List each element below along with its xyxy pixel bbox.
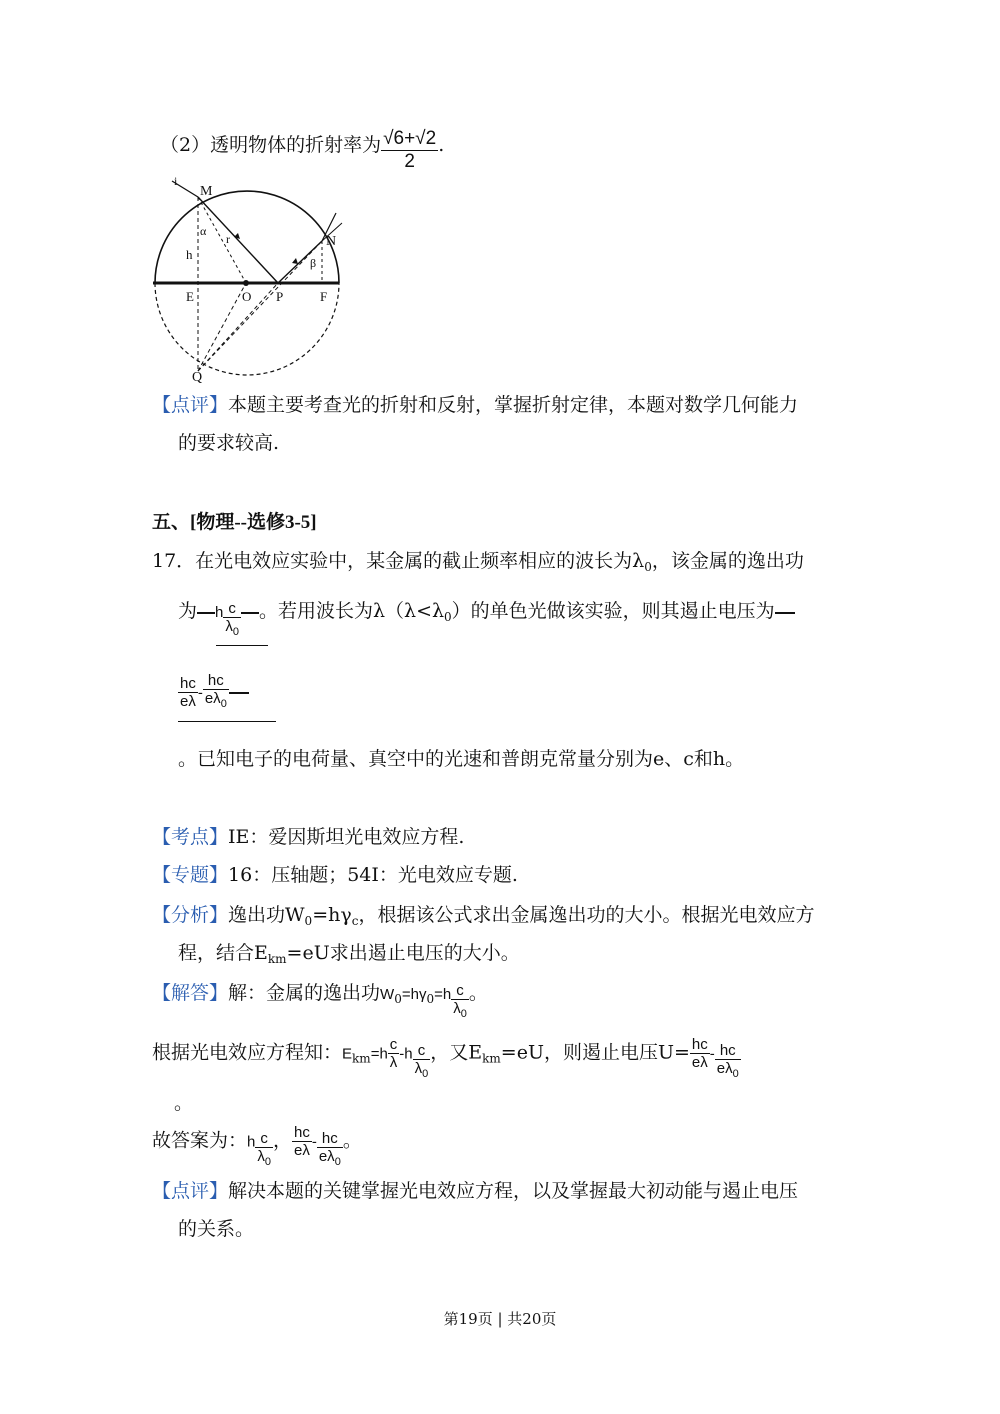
- den-subscript: 0: [460, 1008, 467, 1020]
- minus-sign: -: [709, 1045, 715, 1063]
- fraction-numerator: c: [255, 1130, 273, 1148]
- fraction-denominator: [223, 618, 241, 641]
- subscript: km: [267, 952, 287, 966]
- review1-line2: [178, 430, 279, 456]
- fraction-numerator: hc: [317, 1130, 343, 1148]
- fraction-denominator: λ: [389, 1054, 398, 1071]
- den-symbol: λ: [225, 618, 233, 635]
- subscript: c: [351, 914, 359, 928]
- minus-sign: -: [197, 684, 203, 702]
- label-O: O: [242, 289, 252, 304]
- review-text-cont: 的关系。: [178, 1218, 255, 1240]
- arrow-2: [292, 258, 298, 264]
- eq-symbol: h: [247, 1133, 256, 1151]
- genju-fraction-4: [715, 1042, 741, 1083]
- subscript: 0: [394, 992, 402, 1006]
- fraction-denominator: eλ: [180, 693, 196, 710]
- jieda-fraction: [451, 982, 469, 1023]
- q17-text-end: ，该金属的逸出功: [651, 550, 804, 572]
- subscript: km: [482, 1051, 501, 1066]
- minus-sign: -: [311, 1133, 317, 1151]
- q17-line4: [178, 746, 744, 772]
- den-subscript: 0: [334, 1155, 341, 1168]
- den-symbol: eλ: [716, 1059, 733, 1077]
- zhuanti-tag: 【专题】: [152, 864, 229, 886]
- fenxi-text: =eU求出遏止电压的大小。: [286, 942, 520, 964]
- kaodian-tag: 【考点】: [152, 826, 229, 848]
- label-r: r: [226, 232, 230, 246]
- label-h: h: [186, 247, 193, 262]
- answer-prefix: 故答案为：: [152, 1129, 248, 1152]
- fraction-denominator: 2: [404, 151, 415, 172]
- q17-prefix: 为: [178, 600, 198, 622]
- fraction-numerator: c: [223, 600, 241, 618]
- den-symbol: λ: [453, 1000, 461, 1017]
- fraction-denominator: [317, 1148, 343, 1171]
- q17-mid: 。若用波长为λ（λ<λ: [258, 600, 445, 622]
- fraction-denominator: eλ: [294, 1142, 310, 1159]
- fenxi-text: ，根据该公式求出金属逸出功的大小。根据光电效应方: [358, 904, 815, 926]
- review-text: 解决本题的关键掌握光电效应方程，以及掌握最大初动能与遏止电压: [228, 1180, 799, 1202]
- blank-underline: [241, 611, 259, 614]
- den-symbol: λ: [414, 1059, 423, 1077]
- label-E: E: [186, 289, 194, 304]
- den-symbol: λ: [257, 1147, 265, 1165]
- fraction-numerator: √6+√2: [383, 128, 437, 149]
- q17-known: 。已知电子的电荷量、真空中的光速和普朗克常量分别为e、c和h。: [178, 748, 745, 770]
- answer1-fraction: [223, 600, 241, 641]
- fraction-denominator: [451, 1000, 469, 1023]
- subscript: 0: [644, 560, 652, 574]
- fraction-numerator: c: [389, 1036, 398, 1053]
- fraction-numerator: hc: [715, 1042, 741, 1060]
- blank-underline: [229, 691, 249, 694]
- fraction-denominator: [255, 1148, 273, 1171]
- kaodian-line: [152, 824, 464, 850]
- eq-symbol: -h: [399, 1045, 413, 1063]
- fenxi-text: 逸出功W: [228, 904, 305, 926]
- genju-fraction-2: [413, 1042, 431, 1083]
- period: 。: [468, 982, 488, 1004]
- label-F: F: [320, 289, 328, 304]
- fraction-denominator: eλ: [691, 1054, 708, 1071]
- line-Q-O: [198, 283, 246, 371]
- line-Q-N: [198, 241, 322, 371]
- page-footer: 第19页 | 共20页: [443, 1310, 557, 1328]
- review-tag: 【点评】: [152, 394, 229, 416]
- fraction-numerator: hc: [294, 1124, 310, 1141]
- fraction-numerator: hc: [203, 672, 229, 690]
- fraction-numerator: c: [451, 982, 469, 1000]
- review-tag: 【点评】: [152, 1180, 229, 1202]
- label-P: P: [276, 289, 284, 304]
- subscript: 0: [426, 992, 435, 1006]
- review-text-cont: 的要求较高.: [178, 432, 280, 454]
- label-i: i: [174, 175, 178, 188]
- answer2-fraction-2: [203, 672, 229, 713]
- comma: ，: [272, 1129, 292, 1152]
- q17-line1: [152, 548, 804, 580]
- answer-fraction-3: [317, 1130, 343, 1171]
- genju-line: [152, 1036, 741, 1083]
- q17-line2: [178, 598, 795, 641]
- answer1-underline: [216, 645, 268, 646]
- fenxi-text: =hγ: [312, 904, 352, 926]
- review2-line1: [152, 1178, 798, 1204]
- part2-line: [160, 128, 444, 173]
- blank-underline: [775, 611, 795, 614]
- fenxi-text: 程，结合E: [178, 942, 268, 964]
- kaodian-text: IE：爱因斯坦光电效应方程.: [228, 826, 465, 848]
- answer2-underline: [178, 721, 276, 722]
- den-symbol: eλ: [204, 690, 221, 707]
- jieda-tag: 【解答】: [152, 982, 229, 1004]
- fraction-denominator: [413, 1060, 431, 1083]
- review-text: 本题主要考查光的折射和反射，掌握折射定律，本题对数学几何能力: [228, 394, 799, 416]
- fraction-numerator: hc: [180, 675, 196, 692]
- jieda-line: [152, 980, 488, 1023]
- fenxi-line2: [178, 940, 520, 972]
- label-N: N: [326, 234, 337, 249]
- den-subscript: 0: [422, 1067, 429, 1080]
- label-M: M: [200, 184, 213, 199]
- center-dot: [243, 280, 249, 286]
- refracted-ray-MP: [198, 197, 278, 283]
- fraction-numerator: hc: [691, 1036, 708, 1053]
- den-subscript: 0: [232, 626, 239, 638]
- label-beta: β: [310, 256, 317, 270]
- label-alpha: α: [200, 224, 207, 238]
- review1-line1: [152, 392, 798, 418]
- part2-prefix: （2）透明物体的折射率为: [160, 134, 382, 156]
- genju-mid: ，又E: [430, 1041, 483, 1064]
- answer2-fraction-1: [178, 675, 198, 710]
- fraction-numerator: c: [413, 1042, 431, 1060]
- section-title: 五、[物理--选修3-5]: [152, 512, 317, 533]
- q17-end: ）的单色光做该实验，则其遏止电压为: [451, 600, 775, 622]
- eq-symbol: E: [342, 1045, 353, 1063]
- den-symbol: eλ: [318, 1147, 335, 1165]
- zhuanti-line: [152, 862, 518, 888]
- den-subscript: 0: [732, 1067, 739, 1080]
- subscript: 0: [444, 610, 452, 624]
- answer-line: [152, 1124, 362, 1171]
- genju-prefix: 根据光电效应方程知：: [152, 1041, 343, 1064]
- answer-fraction-2: [292, 1124, 312, 1159]
- genju-fraction-1: [388, 1036, 400, 1071]
- genju-mid2: =eU，则遏止电压U=: [500, 1041, 690, 1064]
- genju-period: 。: [174, 1092, 194, 1114]
- eq-symbol: =hγ: [401, 986, 427, 1003]
- eq-symbol: =h: [370, 1045, 388, 1063]
- review2-line2: [178, 1216, 254, 1242]
- fraction-denominator: [203, 690, 229, 713]
- fenxi-line1: [152, 902, 814, 934]
- zhuanti-text: 16：压轴题；54I：光电效应专题.: [228, 864, 518, 886]
- period: 。: [342, 1129, 362, 1152]
- blank-underline: [197, 611, 215, 614]
- q17-line3: [178, 672, 249, 713]
- q17-text: 17．在光电效应实验中，某金属的截止频率相应的波长为λ: [152, 550, 645, 572]
- subscript: 0: [304, 914, 313, 928]
- eq-symbol: W: [380, 986, 395, 1003]
- part2-suffix: .: [438, 134, 445, 156]
- answer1-h: h: [215, 604, 224, 621]
- eq-symbol: =h: [434, 986, 452, 1003]
- answer-fraction-1: [255, 1130, 273, 1171]
- subscript: km: [352, 1051, 371, 1066]
- jieda-text: 解：金属的逸出功: [228, 982, 381, 1004]
- den-subscript: 0: [220, 698, 227, 710]
- den-subscript: 0: [264, 1155, 271, 1168]
- label-Q: Q: [192, 370, 203, 385]
- refraction-diagram: [150, 175, 345, 385]
- genju-fraction-3: [690, 1036, 710, 1071]
- fenxi-tag: 【分析】: [152, 904, 229, 926]
- refractive-index-fraction: [381, 128, 438, 173]
- fraction-denominator: [715, 1060, 741, 1083]
